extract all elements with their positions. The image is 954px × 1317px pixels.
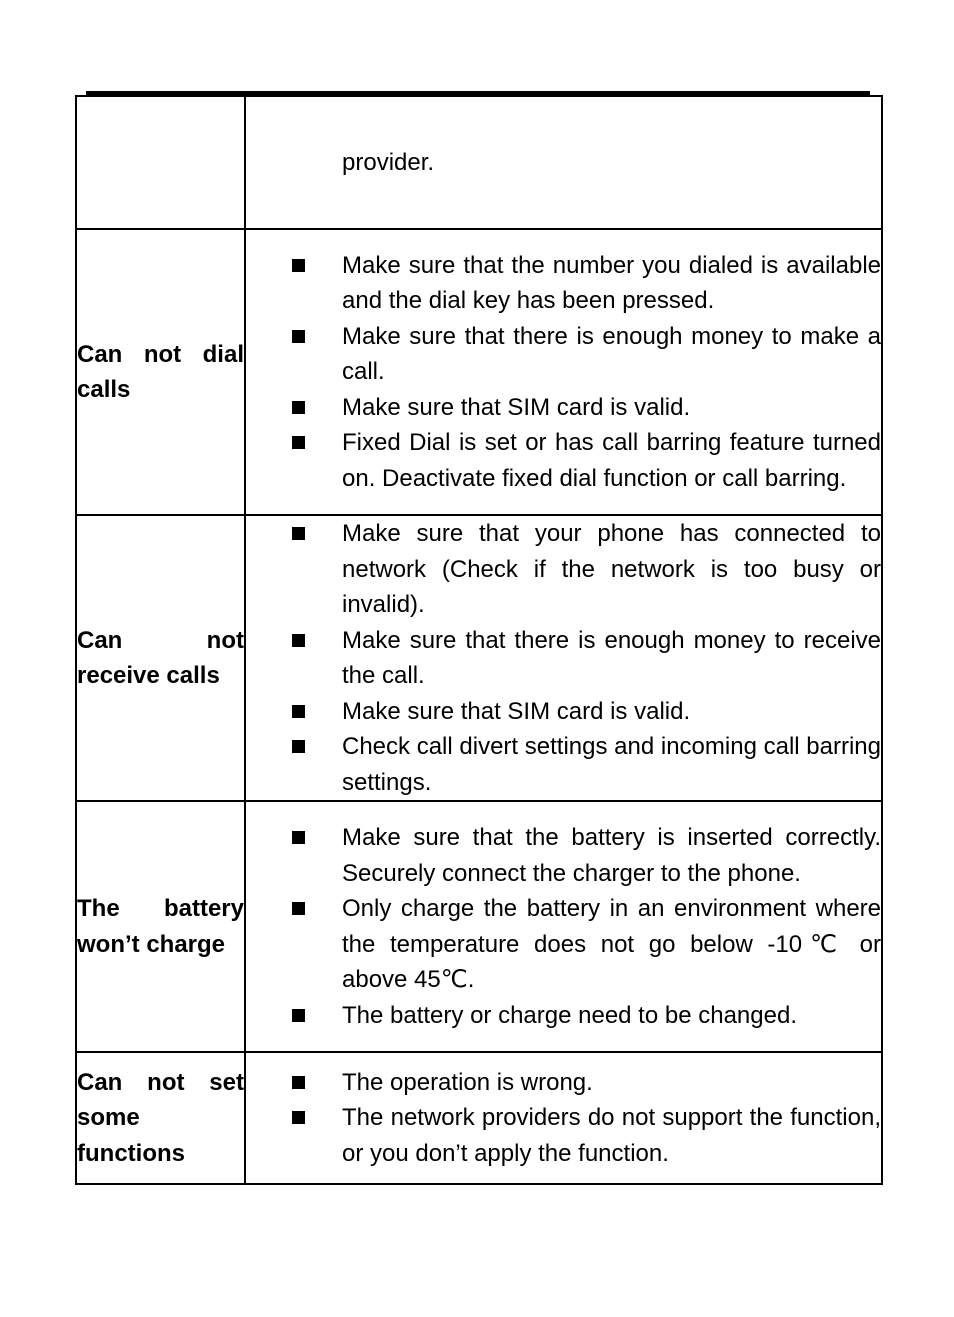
continued-text: provider.: [342, 148, 435, 176]
list-item: Make sure that SIM card is valid.: [246, 694, 881, 730]
list-item: Only charge the battery in an environment where the temperature does not go below -10℃ or above 45℃.: [246, 891, 881, 998]
square-bullet-icon: [292, 1111, 305, 1124]
list-item: Make sure that there is enough money to receive the call.: [246, 623, 881, 694]
table-row: [76, 229, 882, 515]
solution-cell: [245, 96, 882, 229]
list-item: The network providers do not support the function, or you don’t apply the function.: [246, 1100, 881, 1171]
square-bullet-icon: [292, 634, 305, 647]
table-row: [76, 515, 882, 801]
issue-cell: [76, 1052, 245, 1184]
square-bullet-icon: [292, 527, 305, 540]
list-item: Fixed Dial is set or has call barring feature turned on. Deactivate fixed dial function or call barring.: [246, 425, 881, 496]
solution-cell: [245, 515, 882, 801]
square-bullet-icon: [292, 401, 305, 414]
square-bullet-icon: [292, 831, 305, 844]
list-item: Make sure that there is enough money to make a call.: [246, 319, 881, 390]
square-bullet-icon: [292, 740, 305, 753]
square-bullet-icon: [292, 436, 305, 449]
issue-label: Can not set some functions: [77, 1068, 244, 1167]
square-bullet-icon: [292, 330, 305, 343]
square-bullet-icon: [292, 1076, 305, 1089]
issue-cell: [76, 801, 245, 1052]
list-item: The battery or charge need to be changed.: [246, 998, 881, 1034]
list-item: Make sure that your phone has connected to network (Check if the network is too busy or invalid).: [246, 516, 881, 623]
issue-label: The battery won’t charge: [77, 895, 244, 958]
list-item: Make sure that the number you dialed is available and the dial key has been pressed.: [246, 248, 881, 319]
table-row: [76, 801, 882, 1052]
troubleshooting-table: [75, 95, 883, 1185]
solution-cell: [245, 229, 882, 515]
issue-label: Can not receive calls: [77, 626, 244, 689]
list-item: Check call divert settings and incoming call barring settings.: [246, 729, 881, 800]
solution-cell: [245, 1052, 882, 1184]
issue-cell: [76, 515, 245, 801]
issue-label: Can not dial calls: [77, 340, 244, 403]
square-bullet-icon: [292, 1009, 305, 1022]
list-item: The operation is wrong.: [246, 1065, 881, 1101]
list-item: Make sure that SIM card is valid.: [246, 390, 881, 426]
square-bullet-icon: [292, 902, 305, 915]
solution-cell: [245, 801, 882, 1052]
issue-cell: [76, 96, 245, 229]
issue-cell: [76, 229, 245, 515]
table-row: [76, 1052, 882, 1184]
square-bullet-icon: [292, 259, 305, 272]
list-item: Make sure that the battery is inserted correctly. Securely connect the charger to the phone.: [246, 820, 881, 891]
square-bullet-icon: [292, 705, 305, 718]
table-row: [76, 96, 882, 229]
